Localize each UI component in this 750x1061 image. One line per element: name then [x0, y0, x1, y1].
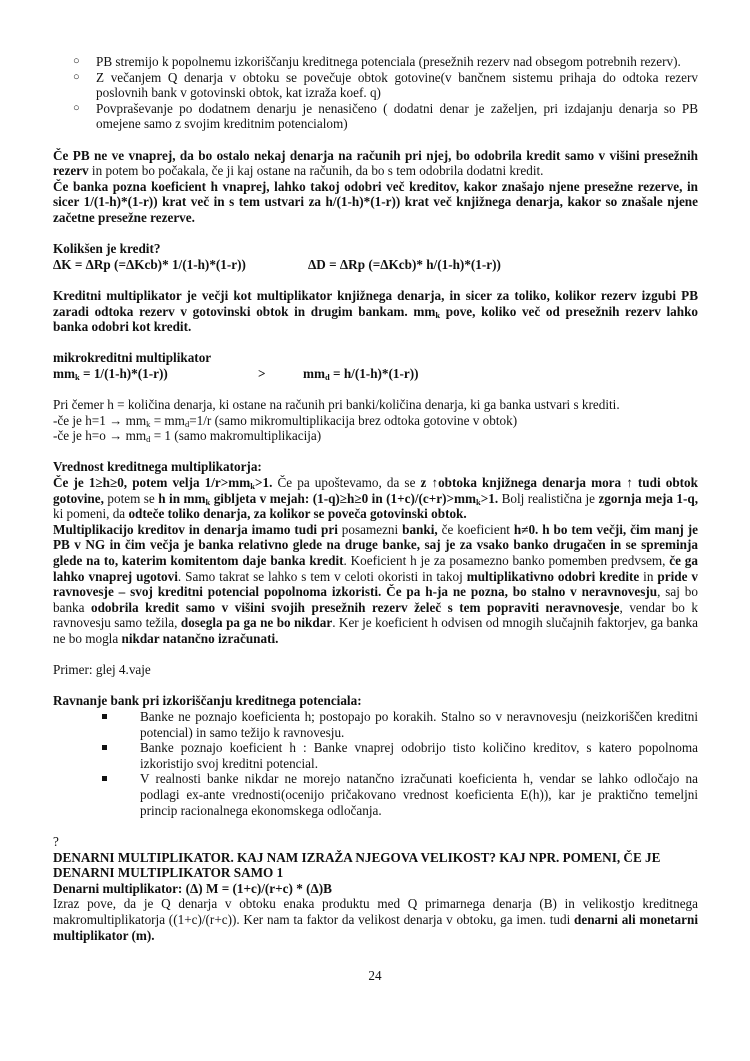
greater-than-sign: > — [258, 365, 266, 381]
subscript-text: d — [184, 418, 190, 429]
bank-behaviour-list — [53, 709, 698, 818]
bold-text: gibljeta v mejah: (1-q)≥h≥0 in (1+c)/(c+r)>mm — [210, 490, 477, 506]
bold-text: nikdar natančno izračunati. — [121, 630, 279, 646]
bold-text: z ↑obtoka knjižnega denarja mora ↑ tudi obtok gotovine, — [53, 475, 698, 506]
text-run: Povpraševanje po dodatnem denarju je nenasičeno ( dodatni denar je zaželjen, pri izdajanju denarja so PB omejene samo z svojim kreditnim potencialom) — [96, 100, 698, 132]
text-run: . Samo takrat se lahko s tem v celoti okoristi in takoj — [177, 568, 467, 584]
text-run: in potem bo počakala, če ji kaj ostane na računih, da bo s tem odobrila dodatni kredit. — [88, 163, 544, 179]
list-item — [97, 740, 698, 771]
bold-text: >1. — [480, 490, 499, 506]
text-run: Z večanjem Q denarja v obtoku se povečuje obtok gotovine(v bančnem sistemu prihaja do odtoka rezerv poslovnih bank v gotovinski obtok, kat izraža koef. q) — [96, 69, 698, 101]
subscript-text: k — [146, 418, 151, 429]
list-item — [53, 70, 698, 101]
bold-text: = 1/(1-h)*(1-r)) — [79, 365, 168, 381]
bold-text: Če PB ne ve vnaprej, da bo ostalo nekaj denarja na računih pri njej, bo odobrila kredit samo v višini presežnih rezerv — [53, 147, 698, 179]
list-item — [97, 709, 698, 740]
money-multiplier-formula: Denarni multiplikator: (Δ) M = (1+c)/(r+c) * (Δ)B — [53, 880, 332, 896]
question-mark: ? — [53, 834, 59, 850]
subscript-text: d — [324, 371, 330, 382]
bold-text: pove, koliko več od presežnih rezerv lahko banka odobri kot kredit. — [53, 303, 698, 335]
text-run: , saj bo banka — [53, 584, 698, 615]
text-run: ki pomeni, da — [53, 506, 129, 522]
text-run: PB stremijo k popolnemu izkoriščanju kreditnega potenciala (presežnih rezerv nad obsegom potrebnih rezerv). — [96, 54, 681, 69]
text-run: V realnosti banke nikdar ne morejo natančno izračunati koeficienta h, vendar se lahko odločajo na podlagi ex-ante vrednosti(ocenijo pričakovano vrednost koeficienta E(h)), kar je praktično temeljni princip racionalnega ekonomskega odločanja. — [140, 771, 698, 818]
bold-text: banki, — [402, 521, 438, 537]
paragraph-pb-no-foreknowledge — [53, 148, 698, 179]
formula-delta-d: ΔD = ΔRp (=ΔKcb)* h/(1-h)*(1-r)) — [308, 256, 501, 272]
paragraph-credit-multiplier — [53, 288, 698, 335]
bold-text: mm — [303, 365, 325, 381]
page-number: 24 — [368, 968, 382, 983]
bank-behaviour-heading: Ravnanje bank pri izkoriščanju kreditnega potenciala: — [53, 693, 362, 709]
paragraph-bank-knows-h — [53, 179, 698, 226]
document-page — [53, 54, 698, 943]
square-bullet-icon — [102, 714, 107, 719]
formula-mmd — [303, 366, 419, 382]
bold-text: >1. — [254, 475, 273, 491]
square-bullet-icon — [102, 745, 107, 750]
bold-text: dosegla pa ga ne bo nikdar — [180, 615, 333, 631]
text-run: . Ker je koeficient h odvisen od mnogih slučajnih faktorjev, ga banka ne bo mogla — [53, 615, 698, 646]
subscript-text: k — [435, 309, 441, 320]
list-item — [53, 54, 698, 70]
text-run: =1/r (samo mikromultiplikacija brez odtoka gotovine v obtok) — [189, 412, 518, 428]
bold-text: zgornja meja 1-q, — [598, 490, 699, 506]
micro-multiplier-formulas — [53, 366, 698, 382]
subscript-text: k — [250, 481, 255, 492]
bold-text: h in mm — [158, 490, 206, 506]
text-run: -če je h=o → mm — [53, 428, 147, 444]
subscript-text: k — [476, 496, 481, 507]
bold-text: če ga lahko vnaprej ugotovi — [53, 553, 698, 584]
assumptions-list — [53, 54, 698, 132]
text-run: Pri čemer h = količina denarja, ki ostane na računih pri banki/količina denarja, ki ga banka ustvari s krediti. — [53, 397, 620, 413]
paragraph-h-equals-0 — [53, 428, 698, 444]
subscript-text: k — [74, 371, 80, 382]
bold-text: Kreditni multiplikator je večji kot multiplikator knjižnega denarja, in sicer za toliko, kolikor rezerv izgubi PB zaradi odtoka rezerv v gotovinski obtok in drugim bankam. mm — [53, 287, 698, 319]
bold-text: mm — [53, 365, 75, 381]
paragraph-multiplication — [53, 522, 698, 647]
example-reference: Primer: glej 4.vaje — [53, 662, 151, 678]
text-run: . Koeficient h je za posamezno banko pomemben predvsem, — [343, 553, 670, 568]
bold-text: Multiplikacijo kreditov in denarja imamo tudi pri — [53, 521, 338, 537]
circle-bullet-icon: ○ — [73, 55, 80, 67]
question-heading: DENARNI MULTIPLIKATOR. KAJ NAM IZRAŽA NJEGOVA VELIKOST? KAJ NPR. POMENI, ČE JE DENARNI MULTIPLIKATOR SAMO 1 — [53, 849, 661, 881]
bold-text: h≠0. h bo tem večji, čim manj je PB v NG in čim večja je banka relativno glede na druge banke, saj je za vsako banko drugačen in se spreminja glede na to, katerim komitentom daje banka kredit — [53, 521, 698, 568]
text-run: posamezni — [337, 521, 403, 537]
credit-heading: Kolikšen je kredit? — [53, 241, 161, 257]
multiplier-value-heading: Vrednost kreditnega multiplikatorja: — [53, 459, 262, 475]
text-run: Bolj realistična je — [498, 490, 599, 506]
paragraph-h-equals-1 — [53, 413, 698, 429]
bold-text: multiplikativno odobri kredite — [466, 568, 640, 584]
circle-bullet-icon: ○ — [73, 101, 80, 114]
bold-text: odobrila kredit samo v višini svojih presežnih rezerv želeč s tem popraviti neravnovesje — [91, 599, 620, 615]
bold-text: odteče toliko denarja, za kolikor se poveča gotovinski obtok. — [128, 506, 467, 522]
bold-text: = h/(1-h)*(1-r)) — [329, 365, 419, 381]
text-run: = mm — [150, 412, 185, 428]
bold-text: pride v ravnovesje – svoj kreditni potencial popolnoma izkoristi. Če pa h-ja ne pozna, bo stalno v neravnovesju — [53, 568, 698, 600]
text-run: Banke ne poznajo koeficienta h; postopajo po korakih. Stalno so v neravnovesju (neizkoriščen kreditni potencial) in samo težijo k ravnovesju. — [140, 708, 698, 740]
list-item — [53, 101, 698, 132]
text-run: Izraz pove, da je Q denarja v obtoku enaka produktu med Q primarnega denarja (B) in velikostjo kreditnega makromultiplikatorja ((1+c)/(r+c)). Ker nam ta faktor da velikost denarja v obtoku, ga imen. tudi — [53, 896, 698, 928]
formula-mmk — [53, 366, 258, 382]
text-run: in — [639, 568, 658, 584]
list-item — [97, 771, 698, 818]
micro-multiplier-heading: mikrokreditni multiplikator — [53, 350, 212, 366]
bold-text: denarni ali monetarni multiplikator (m). — [53, 912, 698, 943]
credit-formulas — [53, 257, 698, 273]
square-bullet-icon — [102, 776, 107, 781]
text-run: potem se — [103, 490, 159, 506]
text-run: Če pa upoštevamo, da se — [272, 475, 421, 491]
circle-bullet-icon: ○ — [73, 70, 80, 83]
text-run: -če je h=1 → mm — [53, 412, 147, 428]
text-run: Banke poznajo koeficient h : Banke vnaprej odobrijo tisto količino kreditov, s katero popolnoma izkoristijo svoj kreditni potencial. — [140, 740, 698, 771]
subscript-text: d — [146, 434, 151, 445]
paragraph-multiplier-value — [53, 475, 698, 522]
formula-delta-k: ΔK = ΔRp (=ΔKcb)* 1/(1-h)*(1-r)) — [53, 256, 246, 272]
subscript-text: k — [205, 496, 211, 507]
paragraph-expression — [53, 896, 698, 943]
text-run: , vendar bo k ravnovesju samo težila, — [53, 599, 698, 631]
bold-text: Če banka pozna koeficient h vnaprej, lahko takoj odobri več kreditov, kakor znašajo njene presežne rezerve, in sicer 1/(1-h)*(1-r)) krat več in s tem ustvari za h/(1-h)*(1-r)) krat več knjižnega denarja, kakor so znašale njene začetne presežne rezerve. — [53, 178, 698, 225]
paragraph-h-definition — [53, 397, 698, 413]
text-run: če koeficient — [437, 521, 514, 537]
text-run: = 1 (samo makromultiplikacija) — [150, 428, 322, 444]
bold-text: Če je 1≥h≥0, potem velja 1/r>mm — [53, 475, 251, 491]
